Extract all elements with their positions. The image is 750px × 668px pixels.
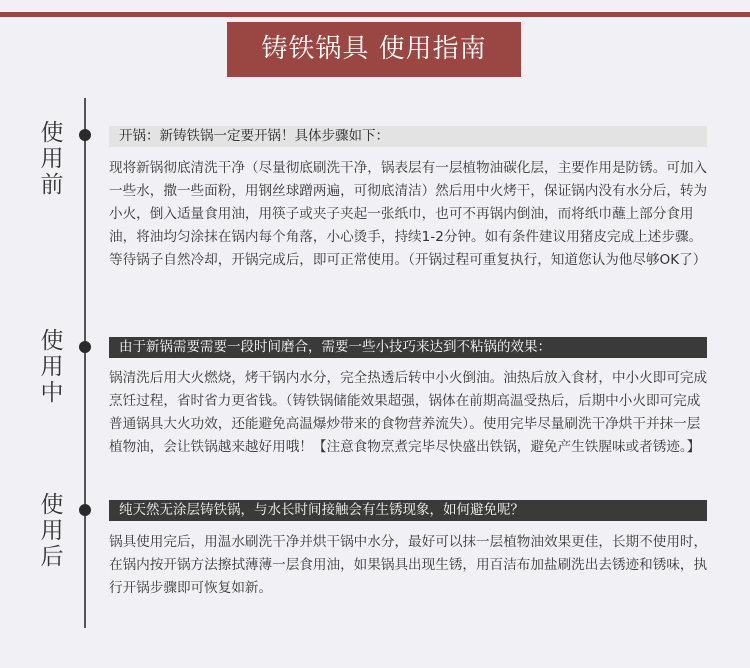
phase-label-before	[32, 120, 72, 198]
section-heading-during: 由于新锅需要需要一段时间磨合，需要一些小技巧来达到不粘锅的效果：	[109, 337, 707, 358]
timeline-line	[84, 98, 86, 628]
phase-label-during	[32, 328, 72, 406]
timeline-dot	[79, 341, 91, 353]
phase-label-after	[32, 492, 72, 570]
top-accent-line	[0, 12, 750, 17]
section-body-after: 锅具使用完后，用温水刷洗干净并烘干锅中水分，最好可以抹一层植物油效果更佳，长期不使用时，在锅内按开锅方法擦拭薄薄一层食用油，如果锅具出现生锈，用百洁布加盐刷洗出去锈迹和锈味，执行开锅步骤即可恢复如新。	[109, 534, 708, 596]
timeline-dot	[79, 129, 91, 141]
phase-label-before-text: 使 用 前	[40, 120, 64, 198]
page-title: 铸铁锅具 使用指南	[227, 22, 521, 77]
timeline-dot	[79, 504, 91, 516]
section-heading-after: 纯天然无涂层铸铁锅，与水长时间接触会有生锈现象，如何避免呢？	[109, 500, 707, 521]
phase-label-after-text: 使 用 后	[40, 492, 64, 570]
phase-label-during-text: 使 用 中	[40, 328, 64, 406]
section-heading-before: 开锅：新铸铁锅一定要开锅！具体步骤如下：	[109, 126, 707, 147]
section-body-before: 现将新锅彻底清洗干净（尽量彻底刷洗干净，锅表层有一层植物油碳化层，主要作用是防锈。可加入一些水，撒一些面粉，用钢丝球蹭两遍，可彻底清洁）然后用中火烤干，保证锅内没有水分后，转为小火，倒入适量食用油，用筷子或夹子夹起一张纸巾，也可不再锅内倒油，而将纸巾蘸上部分食用油，将油均匀涂抹在锅内每个角落，小心烫手，持续1-2分钟。如有条件建议用猪皮完成上述步骤。等待锅子自然冷却，开锅完成后，即可正常使用。（开锅过程可重复执行，知道您认为他尽够OK了）	[109, 160, 708, 268]
section-body-during: 锅清洗后用大火燃烧，烤干锅内水分，完全热透后转中小火倒油。油热后放入食材，中小火即可完成烹饪过程，省时省力更省钱。（铸铁锅储能效果超强，锅体在前期高温受热后，后期中小火即可完成普通锅具大火功效，还能避免高温爆炒带来的食物营养流失）。使用完毕尽量刷洗干净烘干并抹一层植物油，会让铁锅越来越好用哦！【注意食物烹煮完毕尽快盛出铁锅，避免产生铁腥味或者锈迹。】	[109, 370, 708, 455]
